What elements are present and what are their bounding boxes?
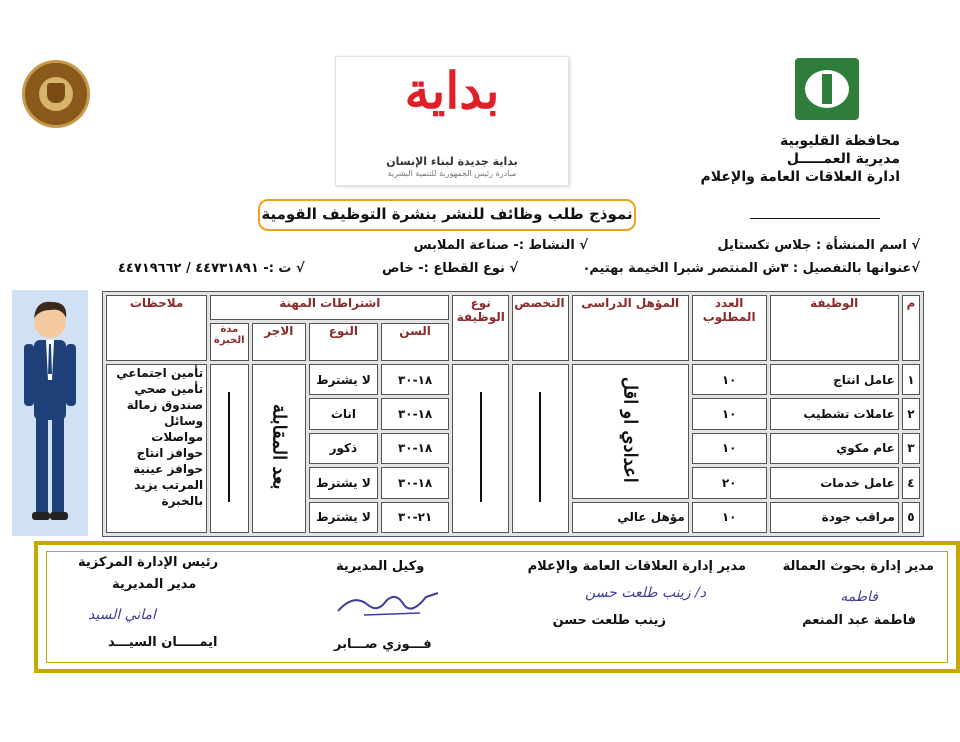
header-job-type: نوع الوظيفة — [452, 295, 509, 361]
row-job: عامل انتاج — [770, 364, 899, 395]
signature-name-zeinab: زينب طلعت حسن — [552, 613, 666, 628]
experience-cell — [210, 364, 248, 533]
header-salary: الاجر — [252, 323, 307, 361]
header-specialty: التخصص — [512, 295, 569, 361]
note-item: حوافز انتاج — [136, 445, 204, 460]
ministry-of-manpower-logo — [22, 60, 90, 128]
header-requirements: اشتراطات المهنة — [210, 295, 449, 320]
address-dot: . — [584, 259, 589, 274]
signature-title-central-admin: رئيس الإدارة المركزية — [78, 555, 219, 570]
row-job: مراقب جودة — [770, 502, 899, 533]
row-count: ١٠ — [692, 398, 767, 429]
row-num: ٣ — [902, 433, 920, 464]
signature-name-eman: ايمـــــان السيـــد — [108, 635, 218, 650]
signature-handwriting-eman: اماني السيد — [88, 607, 156, 623]
row-count: ٢٠ — [692, 467, 767, 498]
job-type-cell — [452, 364, 509, 533]
note-item: تأمين اجتماعي — [116, 365, 204, 380]
row-qualification: مؤهل عالي — [572, 502, 689, 533]
bedaya-slogan: بداية جديدة لبناء الإنسان — [386, 155, 518, 168]
form-title: نموذج طلب وظائف للنشر بنشرة التوظيف القومية — [258, 199, 636, 231]
merged-qualification: اعدادي او اقل — [572, 364, 689, 499]
row-gender: اناث — [309, 398, 378, 429]
company-sector: √ نوع القطاع :- خاص — [382, 261, 519, 276]
signature-title-deputy: وكيل المديرية — [336, 559, 425, 574]
row-gender: لا يشترط — [309, 467, 378, 498]
company-phones: √ ت :- ٤٤٧٣١٨٩١ / ٤٤٧١٩٦٦٢ — [118, 261, 305, 276]
row-num: ١ — [902, 364, 920, 395]
qalyubia-governorate-logo — [795, 58, 859, 120]
bedaya-logo-word: بداية — [404, 61, 500, 120]
signature-name-fatma: فاطمة عبد المنعم — [802, 613, 916, 628]
header-divider — [750, 218, 880, 219]
header-block — [700, 132, 900, 186]
header-experience: مدة الخبرة — [210, 323, 248, 361]
notes-cell — [106, 364, 207, 533]
bedaya-initiative-logo — [335, 56, 569, 186]
row-num: ٥ — [902, 502, 920, 533]
department-name: ادارة العلاقات العامة والإعلام — [700, 169, 900, 185]
row-job: عامل خدمات — [770, 467, 899, 498]
header-count: العدد المطلوب — [692, 295, 767, 361]
header-job: الوظيفة — [770, 295, 899, 361]
directorate-name: مديرية العمـــــل — [786, 151, 900, 167]
row-count: ١٠ — [692, 433, 767, 464]
bedaya-initiative-text: مبادرة رئيس الجمهورية للتنمية البشرية — [387, 169, 517, 178]
header-gender: النوع — [309, 323, 378, 361]
company-activity: √ النشاط :- صناعة الملابس — [413, 238, 588, 253]
row-num: ٤ — [902, 467, 920, 498]
signatures-box — [34, 541, 960, 673]
specialty-cell — [512, 364, 569, 533]
salary-cell: بعد المقابلة — [252, 364, 307, 533]
signature-handwriting-fatma: فاطمه — [840, 589, 878, 605]
note-item: وسائل مواصلات — [151, 413, 204, 444]
signature-handwriting-zeinab: د/ زينب طلعت حسن — [584, 585, 706, 601]
header-age: السن — [381, 323, 450, 361]
row-job: عام مكوي — [770, 433, 899, 464]
row-age: ١٨-٣٠ — [381, 467, 450, 498]
row-gender: لا يشترط — [309, 364, 378, 395]
note-item: تأمين صحي — [134, 381, 204, 396]
row-age: ١٨-٣٠ — [381, 364, 450, 395]
note-item: حوافز عينية — [133, 461, 204, 476]
row-count: ١٠ — [692, 502, 767, 533]
signature-title-director: مدير المديرية — [112, 577, 197, 592]
row-gender: لا يشترط — [309, 502, 378, 533]
row-age: ٢١-٣٠ — [381, 502, 450, 533]
governorate-name: محافظة القليوبية — [780, 133, 900, 149]
row-age: ١٨-٣٠ — [381, 433, 450, 464]
row-count: ١٠ — [692, 364, 767, 395]
row-gender: ذكور — [309, 433, 378, 464]
note-item: صندوق زمالة — [126, 397, 204, 412]
row-age: ١٨-٣٠ — [381, 398, 450, 429]
businessman-illustration — [12, 290, 88, 536]
header-notes: ملاحظات — [106, 295, 207, 361]
jobs-table — [102, 291, 924, 537]
signature-name-fawzy: فـــوزي صـــابر — [334, 637, 432, 652]
row-job: عاملات تشطيب — [770, 398, 899, 429]
signature-title-labor-research: مدير إدارة بحوث العمالة — [782, 559, 934, 574]
company-address: √عنوانها بالتفصيل : ٣ش المنتصر شبرا الخيمة بهتيم — [589, 261, 920, 276]
company-name: √ اسم المنشأة : جلاس تكستايل — [717, 238, 920, 253]
row-num: ٢ — [902, 398, 920, 429]
signature-title-public-relations: مدير إدارة العلاقات العامة والإعلام — [527, 559, 746, 574]
header-num: م — [902, 295, 920, 361]
header-qualification: المؤهل الدراسى — [572, 295, 689, 361]
table-row — [106, 364, 920, 395]
note-item: المرتب يزيد بالخبرة — [134, 477, 204, 508]
signature-scribble-fawzy — [334, 587, 444, 619]
